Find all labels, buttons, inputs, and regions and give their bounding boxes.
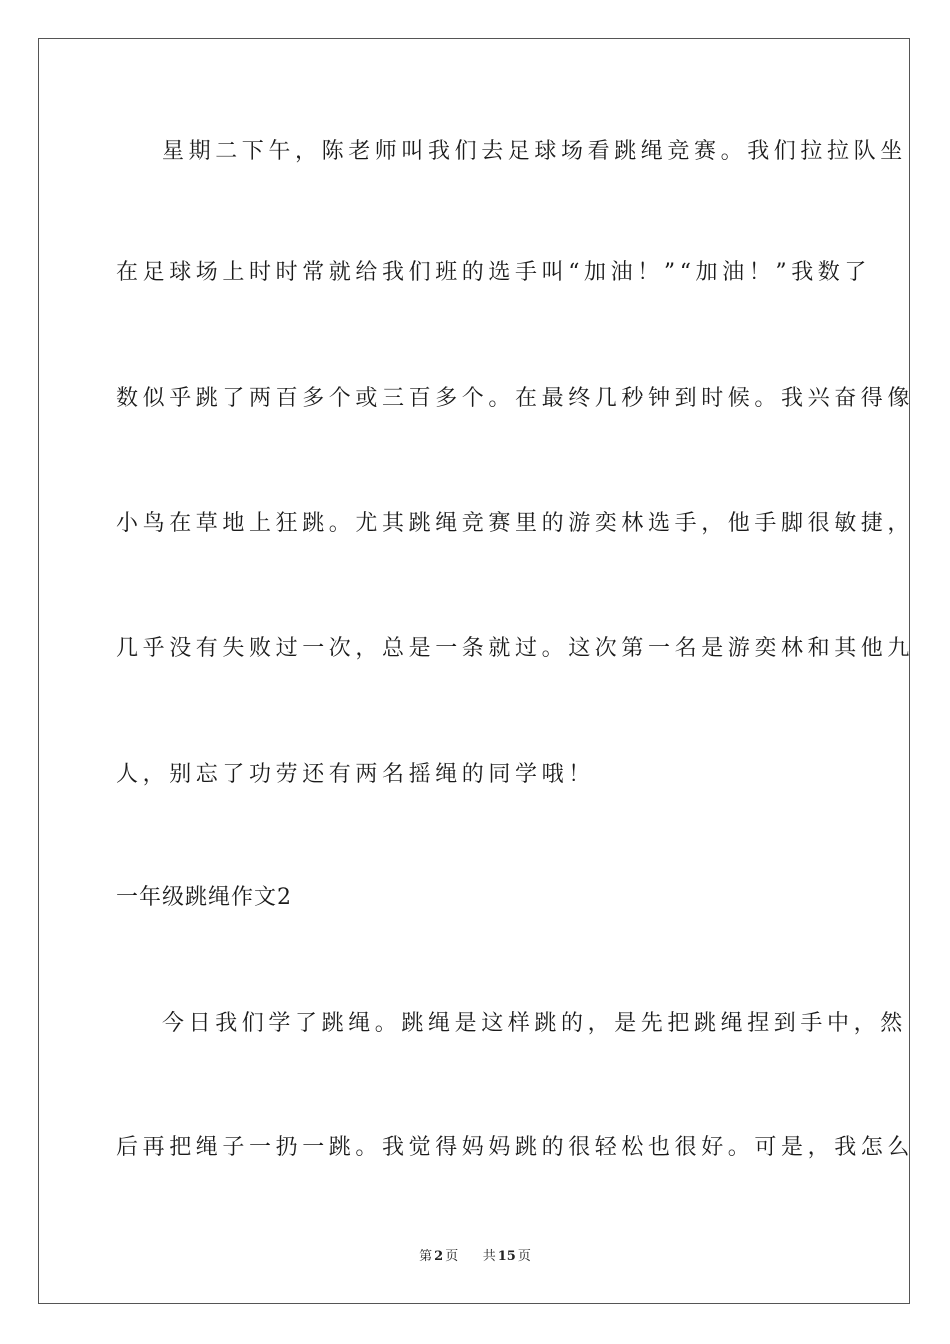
page-number: 2	[434, 1249, 444, 1264]
total-prefix: 共	[482, 1249, 496, 1264]
paragraph-line: 小鸟在草地上狂跳。尤其跳绳竞赛里的游奕林选手，他手脚很敏捷，	[116, 511, 915, 536]
total-suffix: 页	[517, 1249, 531, 1264]
paragraph-line: 数似乎跳了两百多个或三百多个。在最终几秒钟到时候。我兴奋得像	[116, 386, 915, 411]
total-indicator	[481, 1249, 533, 1264]
page-footer	[0, 1248, 950, 1266]
page-border	[38, 38, 915, 1304]
paragraph-line: 几乎没有失败过一次，总是一条就过。这次第一名是游奕林和其他九	[116, 636, 915, 661]
page-prefix: 第	[419, 1249, 433, 1264]
paragraph-line: 人，别忘了功劳还有两名摇绳的同学哦！	[116, 762, 595, 787]
paragraph-line: 在足球场上时时常就给我们班的选手叫“加油！”“加油！”我数了	[116, 260, 871, 285]
paragraph-line: 星期二下午，陈老师叫我们去足球场看跳绳竞赛。我们拉拉队坐	[162, 139, 907, 164]
page-indicator	[417, 1249, 460, 1264]
total-number: 15	[497, 1249, 516, 1264]
paragraph-line: 后再把绳子一扔一跳。我觉得妈妈跳的很轻松也很好。可是，我怎么	[116, 1135, 915, 1160]
section-heading: 一年级跳绳作文2	[116, 885, 292, 910]
paragraph-line: 今日我们学了跳绳。跳绳是这样跳的，是先把跳绳捏到手中，然	[162, 1011, 907, 1036]
page-suffix: 页	[445, 1249, 459, 1264]
